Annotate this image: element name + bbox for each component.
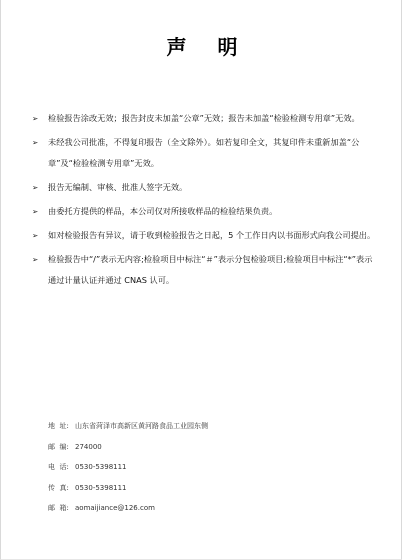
postcode-label: 邮 编: bbox=[48, 442, 69, 451]
statement-text: 检验报告中“/”表示无内容;检验项目中标注“＃”表示分包检验项目;检验项目中标注“*”表示通过计量认证并通过 CNAS 认可。 bbox=[48, 254, 373, 285]
address-value: 山东省菏泽市高新区黄河路食品工业园东侧 bbox=[75, 422, 208, 431]
arrow-bullet-icon: ➢ bbox=[32, 231, 39, 240]
arrow-bullet-icon: ➢ bbox=[32, 183, 39, 192]
statement-item-2 bbox=[32, 132, 380, 174]
phone-row bbox=[48, 457, 208, 478]
phone-label: 电 话: bbox=[48, 463, 69, 472]
address-row bbox=[48, 416, 208, 437]
contact-info bbox=[48, 416, 208, 519]
statement-text: 由委托方提供的样品，本公司仅对所接收样品的检验结果负责。 bbox=[48, 206, 278, 216]
arrow-bullet-icon: ➢ bbox=[32, 255, 39, 264]
statement-item-1 bbox=[32, 108, 380, 129]
statement-item-4 bbox=[32, 201, 380, 222]
statement-text: 检验报告涂改无效；报告封皮未加盖“公章”无效；报告未加盖“检验检测专用章”无效。 bbox=[48, 113, 360, 123]
arrow-bullet-icon: ➢ bbox=[32, 114, 39, 123]
statement-item-5 bbox=[32, 225, 380, 246]
fax-label: 传 真: bbox=[48, 483, 69, 492]
statement-text: 如对检验报告有异议，请于收到检验报告之日起，5 个工作日内以书面形式向我公司提出。 bbox=[48, 230, 376, 240]
email-label: 邮 箱: bbox=[48, 504, 69, 513]
statement-item-6 bbox=[32, 249, 380, 291]
email-value: aomaijiance@126.com bbox=[75, 504, 155, 513]
address-label: 地 址: bbox=[48, 422, 69, 431]
fax-row bbox=[48, 478, 208, 499]
statement-text: 未经我公司批准，不得复印报告（全文除外）。如若复印全文，其复印件未重新加盖“公章”及“检验检测专用章”无效。 bbox=[48, 137, 360, 168]
statement-text: 报告无编制、审核、批准人签字无效。 bbox=[48, 182, 188, 192]
fax-value: 0530-5398111 bbox=[75, 483, 127, 492]
postcode-value: 274000 bbox=[75, 442, 102, 451]
arrow-bullet-icon: ➢ bbox=[32, 207, 39, 216]
email-row bbox=[48, 498, 208, 519]
postcode-row bbox=[48, 437, 208, 458]
page-title: 声 明 bbox=[166, 35, 250, 59]
arrow-bullet-icon: ➢ bbox=[32, 138, 39, 147]
statement-item-3 bbox=[32, 177, 380, 198]
statement-list bbox=[32, 108, 380, 294]
phone-value: 0530-5398111 bbox=[75, 463, 127, 472]
